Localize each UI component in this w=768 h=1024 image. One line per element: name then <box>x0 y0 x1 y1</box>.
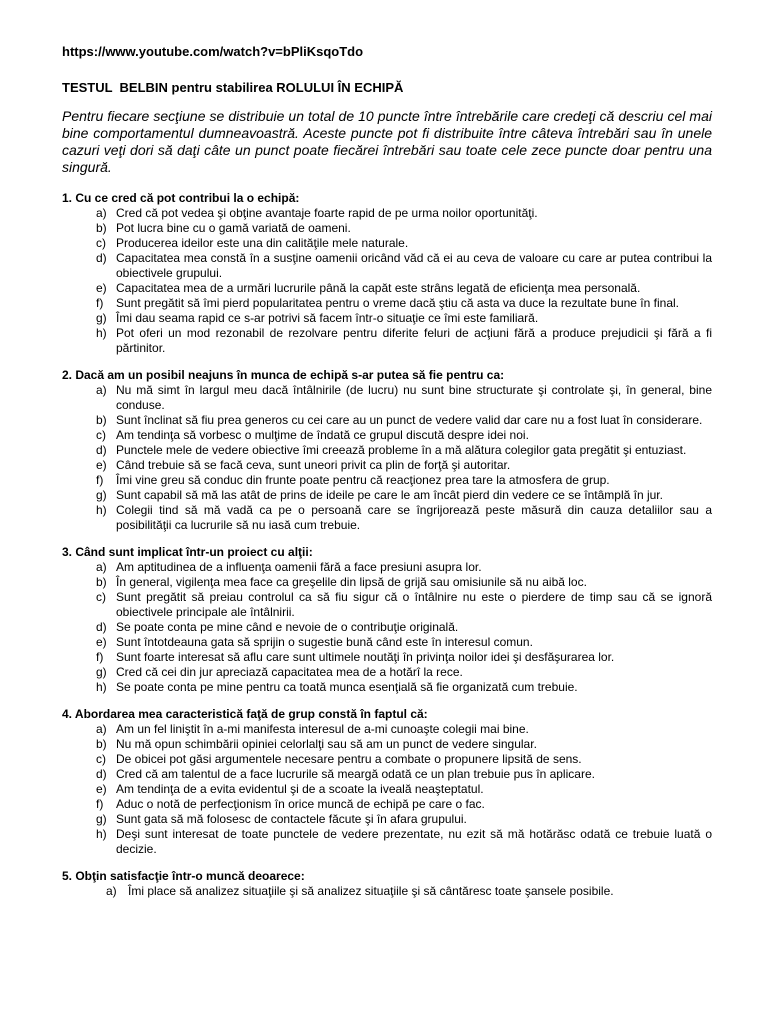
answer-text: Colegii tind să mă vadă ca pe o persoană care se îngrijorează peste măsură din cauza detaliilor sau a posibilităţii ca lucrurile să nu iasă cum trebuie. <box>116 503 712 532</box>
answer-item <box>62 665 712 680</box>
answer-item <box>62 722 712 737</box>
answer-text: Se poate conta pe mine pentru ca toată munca esenţială să fie organizată cum trebuie. <box>116 680 578 694</box>
answer-letter: h) <box>96 680 107 694</box>
answer-item <box>62 221 712 236</box>
answer-item <box>62 737 712 752</box>
answer-letter: b) <box>96 221 107 235</box>
answer-text: Îmi place să analizez situaţiile şi să analizez situaţiile şi să cântăresc toate şansele posibile. <box>128 884 614 898</box>
answer-letter: f) <box>96 797 104 811</box>
answer-item <box>62 458 712 473</box>
answer-text: Pot lucra bine cu o gamă variată de oameni. <box>116 221 351 235</box>
answer-letter: e) <box>96 458 107 472</box>
answer-text: Am tendinţa de a evita evidentul şi de a scoate la iveală neaşteptatul. <box>116 782 484 796</box>
answer-text: Producerea ideilor este una din calităţile mele naturale. <box>116 236 409 250</box>
question-sections <box>62 191 712 899</box>
section-title: 1. Cu ce cred că pot contribui la o echipă: <box>62 191 300 205</box>
answer-text: Am un fel liniştit în a-mi manifesta interesul de a-mi cunoaşte colegii mai bine. <box>116 722 529 736</box>
answer-item <box>62 326 712 356</box>
answer-text: Pot oferi un mod rezonabil de rezolvare pentru diferite feluri de acţiuni fără a produce prejudicii şi fără a fi părtinitor. <box>116 326 712 355</box>
answer-item <box>62 560 712 575</box>
answer-text: Nu mă opun schimbării opiniei celorlalţi sau să am un punct de vedere singular. <box>116 737 537 751</box>
answer-text: De obicei pot găsi argumentele necesare pentru a combate o propunere lipsită de sens. <box>116 752 582 766</box>
answer-letter: e) <box>96 782 107 796</box>
answer-list <box>62 206 712 356</box>
answer-text: Se poate conta pe mine când e nevoie de o contribuţie originală. <box>116 620 459 634</box>
answer-letter: a) <box>96 383 107 397</box>
question-section <box>62 545 712 695</box>
answer-item <box>62 443 712 458</box>
answer-text: Aduc o notă de perfecţionism în orice muncă de echipă pe care o fac. <box>116 797 485 811</box>
answer-item <box>62 782 712 797</box>
answer-item <box>62 827 712 857</box>
answer-text: Sunt gata să mă folosesc de contactele făcute şi în afara grupului. <box>116 812 467 826</box>
section-title: 5. Obţin satisfacţie într-o muncă deoarece: <box>62 869 305 883</box>
source-url: https://www.youtube.com/watch?v=bPliKsqoTdo <box>62 44 364 59</box>
answer-item <box>62 590 712 620</box>
section-title: 2. Dacă am un posibil neajuns în munca de echipă s-ar putea să fie pentru ca: <box>62 368 505 382</box>
answer-item <box>62 236 712 251</box>
answer-letter: d) <box>96 251 107 265</box>
answer-text: Nu mă simt în largul meu dacă întâlnirile (de lucru) nu sunt bine structurate şi controlate şi, în general, bine conduse. <box>116 383 712 412</box>
answer-item <box>62 884 712 899</box>
answer-letter: e) <box>96 281 107 295</box>
question-section <box>62 707 712 857</box>
section-title: 4. Abordarea mea caracteristică faţă de grup constă în faptul că: <box>62 707 428 721</box>
answer-text: Sunt pregătit să preiau controlul ca să fiu sigur că o întâlnire nu este o pierdere de timp sau că se ignoră obiectivele principale ale întâlnirii. <box>116 590 712 619</box>
answer-text: Sunt pregătit să îmi pierd popularitatea pentru o vreme dacă ştiu că asta va duce la rezultate bune în final. <box>116 296 679 310</box>
question-section <box>62 368 712 533</box>
answer-text: Am tendinţa să vorbesc o mulţime de îndată ce grupul discută despre idei noi. <box>116 428 529 442</box>
answer-letter: d) <box>96 443 107 457</box>
question-section <box>62 869 712 899</box>
answer-text: Cred că pot vedea şi obţine avantaje foarte rapid de pe urma noilor oportunităţi. <box>116 206 538 220</box>
answer-letter: c) <box>96 752 106 766</box>
answer-item <box>62 767 712 782</box>
answer-letter: f) <box>96 650 104 664</box>
answer-item <box>62 503 712 533</box>
answer-letter: e) <box>96 635 107 649</box>
answer-item <box>62 680 712 695</box>
answer-text: Capacitatea mea de a urmări lucrurile până la capăt este strâns legată de eficienţa mea personală. <box>116 281 641 295</box>
answer-text: Îmi dau seama rapid ce s-ar potrivi să facem într-o situaţie ce îmi este familiară. <box>116 311 539 325</box>
answer-text: Îmi vine greu să conduc din frunte poate pentru că reacţionez prea tare la atmosfera de grup. <box>116 473 610 487</box>
answer-item <box>62 620 712 635</box>
answer-text: Punctele mele de vedere obiective îmi creează probleme în a mă alătura colegilor gata pregătit şi entuziast. <box>116 443 687 457</box>
answer-item <box>62 428 712 443</box>
answer-item <box>62 281 712 296</box>
answer-letter: g) <box>96 488 107 502</box>
answer-list <box>62 383 712 533</box>
document-page <box>62 44 712 911</box>
answer-item <box>62 812 712 827</box>
answer-list <box>62 884 712 899</box>
answer-text: Deşi sunt interesat de toate punctele de vedere prezentate, nu ezit să mă hotărăsc odată ce trebuie luată o decizie. <box>116 827 712 856</box>
answer-item <box>62 575 712 590</box>
answer-text: În general, vigilenţa mea face ca greşelile din lipsă de grijă sau omisiunile să nu aibă loc. <box>116 575 587 589</box>
answer-item <box>62 635 712 650</box>
answer-letter: a) <box>96 560 107 574</box>
answer-text: Am aptitudinea de a influenţa oamenii fără a face presiuni asupra lor. <box>116 560 482 574</box>
answer-letter: a) <box>96 722 107 736</box>
answer-letter: b) <box>96 413 107 427</box>
answer-item <box>62 413 712 428</box>
answer-text: Cred că am talentul de a face lucrurile să meargă odată ce un plan trebuie pus în aplicare. <box>116 767 595 781</box>
answer-letter: a) <box>96 206 107 220</box>
answer-letter: g) <box>96 665 107 679</box>
answer-text: Sunt foarte interesat să aflu care sunt ultimele noutăţi în privinţa noilor idei şi desfăşurarea lor. <box>116 650 615 664</box>
answer-item <box>62 752 712 767</box>
answer-letter: h) <box>96 827 107 841</box>
answer-text: Sunt capabil să mă las atât de prins de ideile pe care le am încât pierd din vedere ce se întâmplă în jur. <box>116 488 663 502</box>
answer-letter: b) <box>96 737 107 751</box>
answer-letter: h) <box>96 503 107 517</box>
answer-letter: a) <box>106 884 117 898</box>
answer-item <box>62 650 712 665</box>
question-section <box>62 191 712 356</box>
document-title: TESTUL BELBIN pentru stabilirea ROLULUI ÎN ECHIPĂ <box>62 80 404 95</box>
answer-text: Sunt înclinat să fiu prea generos cu cei care au un punct de vedere valid dar care nu a fost luat în considerare. <box>116 413 703 427</box>
answer-letter: g) <box>96 311 107 325</box>
answer-item <box>62 296 712 311</box>
answer-list <box>62 560 712 695</box>
answer-text: Cred că cei din jur apreciază capacitatea mea de a hotărî la rece. <box>116 665 463 679</box>
answer-text: Când trebuie să se facă ceva, sunt uneori privit ca plin de forţă şi autoritar. <box>116 458 511 472</box>
answer-list <box>62 722 712 857</box>
answer-item <box>62 488 712 503</box>
answer-letter: c) <box>96 428 106 442</box>
answer-letter: f) <box>96 473 104 487</box>
answer-letter: d) <box>96 620 107 634</box>
answer-text: Capacitatea mea constă în a susţine oamenii oricând văd că ei au ceva de valoare cu care ar putea contribui la obiectivele grupului. <box>116 251 712 280</box>
answer-item <box>62 251 712 281</box>
answer-letter: f) <box>96 296 104 310</box>
answer-item <box>62 311 712 326</box>
answer-letter: g) <box>96 812 107 826</box>
section-title: 3. Când sunt implicat într-un proiect cu alţii: <box>62 545 313 559</box>
answer-letter: h) <box>96 326 107 340</box>
answer-text: Sunt întotdeauna gata să sprijin o sugestie bună când este în interesul comun. <box>116 635 533 649</box>
answer-item <box>62 383 712 413</box>
answer-letter: c) <box>96 590 106 604</box>
answer-item <box>62 206 712 221</box>
answer-letter: c) <box>96 236 106 250</box>
instructions-paragraph: Pentru fiecare secţiune se distribuie un total de 10 puncte între întrebările care credeţi că descriu cel mai bine comportamentul dumneavoastră. Aceste puncte pot fi distribuite între câteva întrebări sau în unele cazuri veţi dori să daţi câte un punct poate fiecărei întrebări sau toate cele zece puncte doar pentru una singură. <box>62 108 712 175</box>
answer-item <box>62 797 712 812</box>
answer-letter: b) <box>96 575 107 589</box>
answer-letter: d) <box>96 767 107 781</box>
answer-item <box>62 473 712 488</box>
